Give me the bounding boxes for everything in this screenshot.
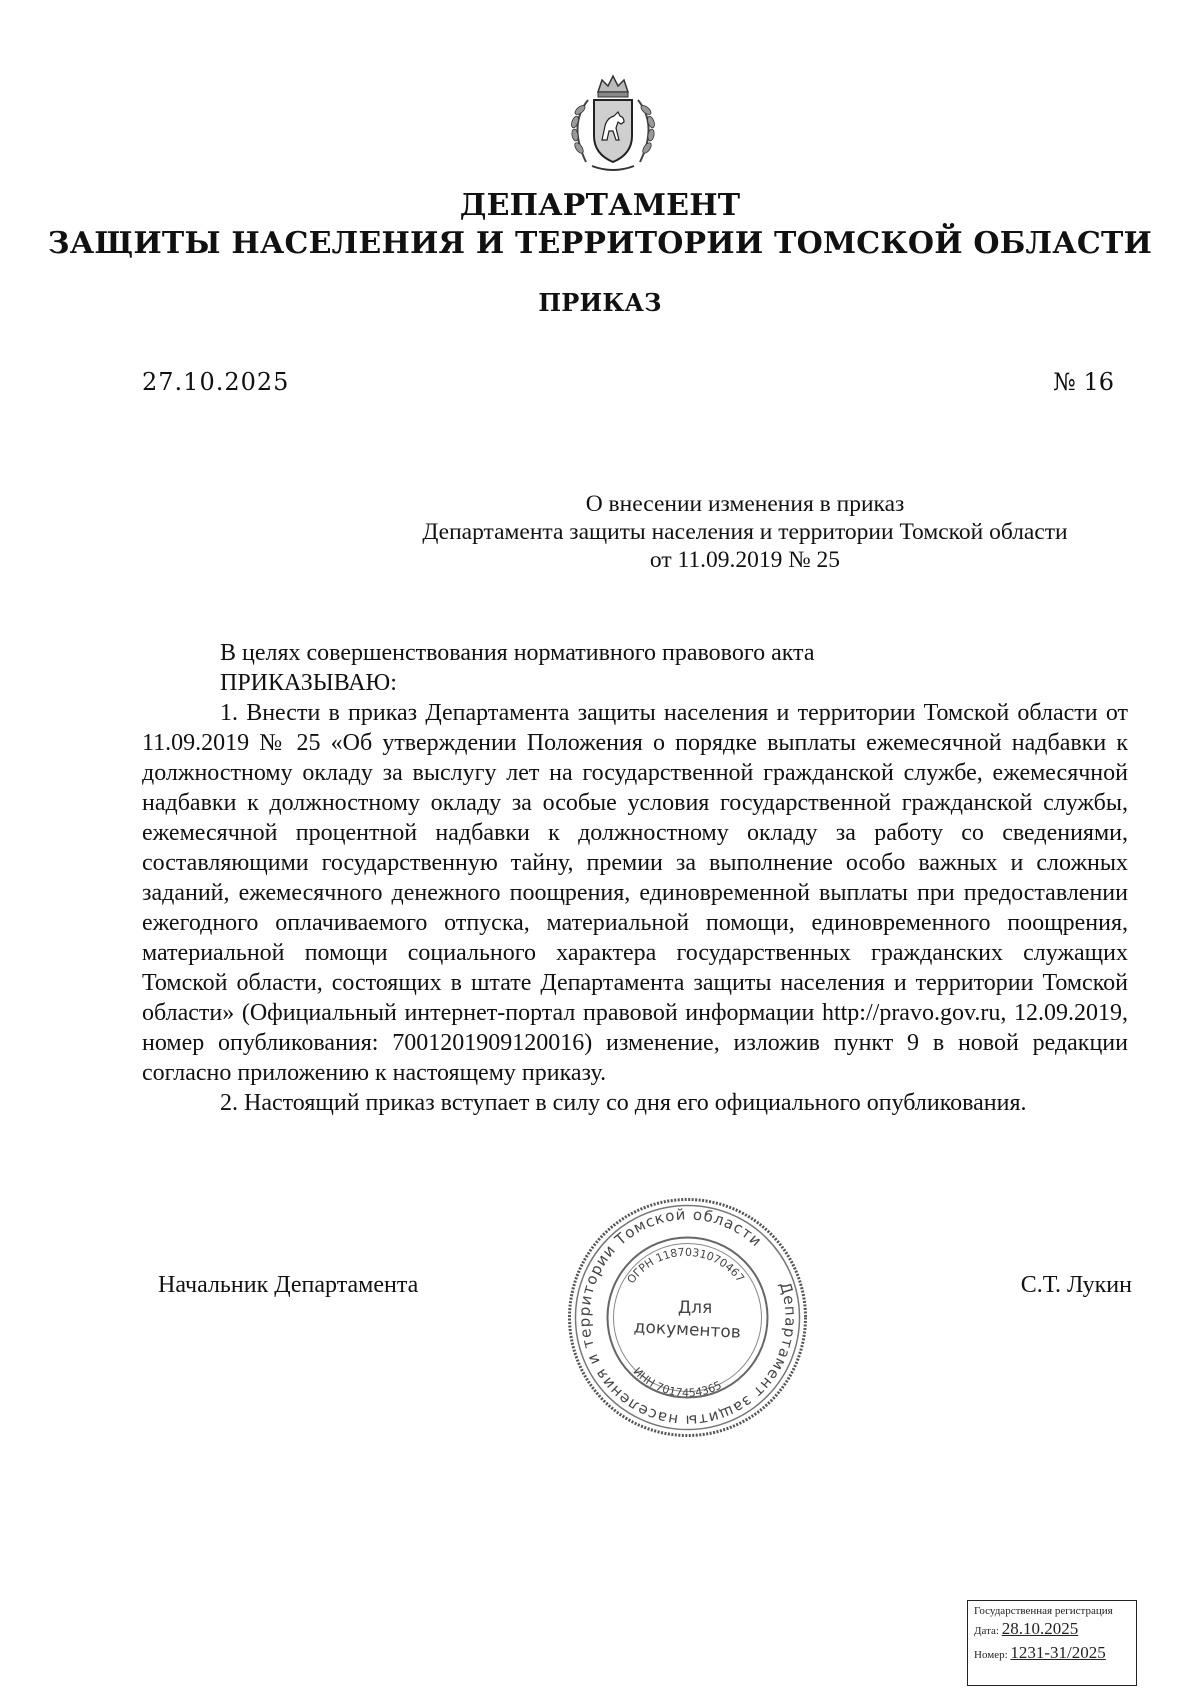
order-date: 27.10.2025 xyxy=(142,368,290,396)
registration-date-label: Дата: xyxy=(974,1625,999,1637)
body-intro: В целях совершенствования нормативного правового акта xyxy=(220,640,815,666)
registration-number-value: 1231-31/2025 xyxy=(1010,1643,1106,1662)
department-title-line2: ЗАЩИТЫ НАСЕЛЕНИЯ И ТЕРРИТОРИИ ТОМСКОЙ ОБЛАСТИ xyxy=(47,226,1153,261)
stamp-outer-text: Департамент защиты населения и территории Томской области xyxy=(575,1205,800,1430)
coat-of-arms-icon xyxy=(558,70,668,178)
stamp-center-line2: документов xyxy=(633,1317,742,1343)
department-title-line1: ДЕПАРТАМЕНТ xyxy=(459,188,741,223)
subject-line3: от 11.09.2019 № 25 xyxy=(649,547,841,573)
body-command: ПРИКАЗЫВАЮ: xyxy=(220,670,397,696)
registration-number-row xyxy=(974,1642,1130,1666)
state-registration-box xyxy=(967,1600,1137,1686)
body-item-2: 2. Настоящий приказ вступает в силу со дня его официального опубликования. xyxy=(220,1090,1027,1116)
signer-position: Начальник Департамента xyxy=(158,1272,419,1298)
registration-number-label: Номер: xyxy=(974,1649,1008,1661)
order-subject xyxy=(160,490,1200,574)
official-seal-stamp xyxy=(565,1195,810,1440)
subject-line2: Департамента защиты населения и территории Томской области xyxy=(422,519,1068,545)
signer-name: С.Т. Лукин xyxy=(1020,1272,1132,1298)
stamp-center-line1: Для xyxy=(677,1298,713,1318)
registration-title: Государственная регистрация xyxy=(974,1605,1113,1617)
body-item-1: 1. Внести в приказ Департамента защиты населения и территории Томской области от 11.09.2019 № 25 «Об утверждении Положения о порядке выплаты ежемесячной надбавки к должностному окладу за выслугу лет на государственной гражданской службе, ежемесячной надбавки к должностному окладу за особые условия государственной гражданской службы, ежемесячной процентной надбавки к должностному окладу за работу со сведениями, составляющими государственную тайну, премии за выполнение особо важных и сложных заданий, ежемесячного денежного поощрения, единовременной выплаты при предоставлении ежегодного оплачиваемого отпуска, материальной помощи, единовременного поощрения, материальной помощи социального характера государственных гражданских служащих Томской области, состоящих в штате Департамента защиты населения и территории Томской области» (Официальный интернет-портал правовой информации http://pravo.gov.ru, 12.09.2019, номер опубликования: 7001201909120016) изменение, изложив пункт 9 в новой редакции согласно приложению к настоящему приказу. xyxy=(142,700,1128,1086)
stamp-ogrn: ОГРН 1187031070467 xyxy=(624,1245,747,1287)
registration-date-row xyxy=(974,1618,1130,1642)
subject-line1: О внесении изменения в приказ xyxy=(585,491,905,517)
order-body xyxy=(142,638,1128,1118)
stamp-inn: ИНН 7017454365 xyxy=(630,1364,724,1400)
registration-date-value: 28.10.2025 xyxy=(1001,1619,1079,1638)
document-type: ПРИКАЗ xyxy=(538,288,662,317)
order-number: № 16 xyxy=(1053,368,1114,396)
